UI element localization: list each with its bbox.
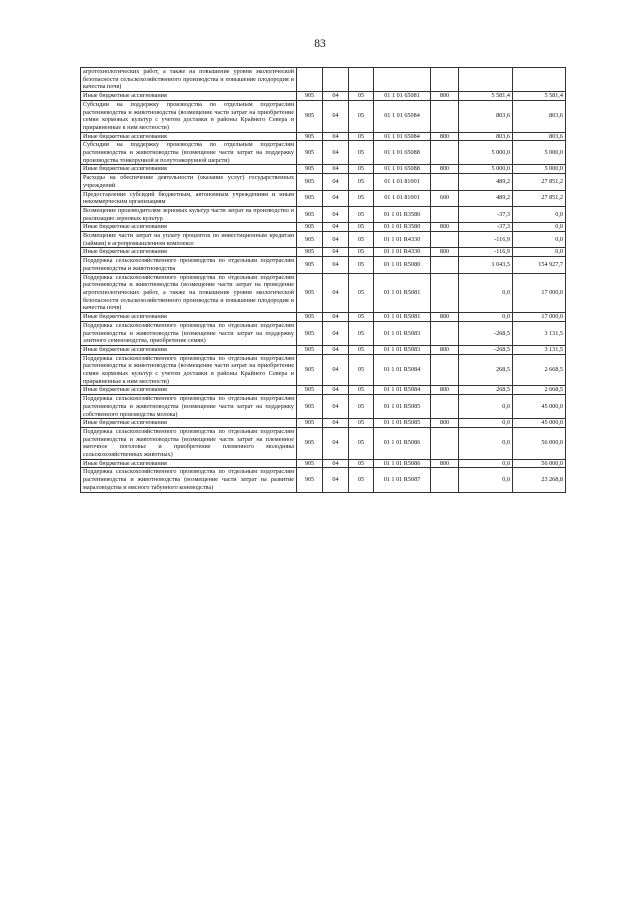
target-article-cell: 01 1 01 81001: [374, 190, 431, 206]
target-article-cell: 01 1 01 65088: [374, 165, 431, 174]
table-row: [81, 232, 566, 248]
amount-change-cell: -268,5: [459, 321, 513, 345]
subsection-code-cell: 05: [349, 354, 374, 386]
page-number: 83: [314, 38, 326, 50]
expense-type-cell: 800: [431, 459, 459, 468]
amount-change-cell: 5 581,4: [459, 92, 513, 101]
grbs-code-cell: 905: [297, 321, 323, 345]
subsection-code-cell: 05: [349, 313, 374, 322]
subsection-code-cell: 05: [349, 468, 374, 492]
section-code-cell: 04: [323, 92, 349, 101]
table-row: [81, 190, 566, 206]
expense-type-cell: 800: [431, 419, 459, 428]
expense-type-cell: [431, 257, 459, 273]
grbs-code-cell: 905: [297, 223, 323, 232]
target-article-cell: 01 1 01 R5084: [374, 386, 431, 395]
grbs-code-cell: 905: [297, 273, 323, 313]
amount-change-cell: -116,9: [459, 232, 513, 248]
amount-total-cell: 23 268,8: [513, 468, 566, 492]
target-article-cell: 01 1 01 R5085: [374, 395, 431, 419]
expense-type-cell: [431, 232, 459, 248]
expense-name-cell: Иные бюджетные ассигнования: [81, 419, 297, 428]
subsection-code-cell: 05: [349, 459, 374, 468]
target-article-cell: 01 1 01 65084: [374, 100, 431, 132]
section-code-cell: 04: [323, 468, 349, 492]
subsection-code-cell: 05: [349, 174, 374, 190]
target-article-cell: 01 1 01 81001: [374, 174, 431, 190]
amount-total-cell: 0,0: [513, 248, 566, 257]
amount-change-cell: 5 000,0: [459, 141, 513, 165]
expense-type-cell: 800: [431, 313, 459, 322]
expense-type-cell: [431, 174, 459, 190]
table-row: [81, 345, 566, 354]
amount-total-cell: 5 000,0: [513, 165, 566, 174]
expense-name-cell: Поддержка сельскохозяйственного производства по отдельным подотраслям растениеводства и животноводства (возмещение части затрат на племенное маточное поголовье и приобретение племенного молодняка сельскохозяйственных животных): [81, 427, 297, 459]
target-article-cell: 01 1 01 R3580: [374, 206, 431, 222]
amount-change-cell: 0,0: [459, 313, 513, 322]
section-code-cell: 04: [323, 165, 349, 174]
table-row: [81, 427, 566, 459]
expense-type-cell: [431, 321, 459, 345]
amount-total-cell: 17 000,0: [513, 273, 566, 313]
expense-name-cell: Возмещение части затрат на уплату процентов по инвестиционным кредитам (займам) в агропромышленном комплексе: [81, 232, 297, 248]
expense-name-cell: Поддержка сельскохозяйственного производства по отдельным подотраслям растениеводства и животноводства (возмещение части затрат на приобретение семян кормовых культур с учетом доставки в районы Крайнего Севера и приравненные к ним местности): [81, 354, 297, 386]
expense-type-cell: [431, 273, 459, 313]
table-row: [81, 257, 566, 273]
expense-name-cell: Иные бюджетные ассигнования: [81, 165, 297, 174]
target-article-cell: 01 1 01 65081: [374, 92, 431, 101]
amount-total-cell: 56 000,0: [513, 427, 566, 459]
table-row: [81, 248, 566, 257]
expense-name-cell: Субсидии на поддержку производства по отдельным подотраслям растениеводства и животноводства (возмещение части затрат на поддержку производства тонкорунной и полутонкорунной шерсти): [81, 141, 297, 165]
expense-name-cell: Поддержка сельскохозяйственного производства по отдельным подотраслям растениеводства и животноводства: [81, 257, 297, 273]
amount-change-cell: -37,3: [459, 206, 513, 222]
expense-name-cell: Поддержка сельскохозяйственного производства по отдельным подотраслям растениеводства и животноводства (возмещение части затрат на развитие мараловодства и мясного табунного коневодства): [81, 468, 297, 492]
subsection-code-cell: 05: [349, 419, 374, 428]
expense-type-cell: 800: [431, 92, 459, 101]
table-row: [81, 395, 566, 419]
amount-total-cell: 27 851,2: [513, 190, 566, 206]
grbs-code-cell: 905: [297, 92, 323, 101]
subsection-code-cell: 05: [349, 206, 374, 222]
amount-total-cell: 3 131,5: [513, 321, 566, 345]
grbs-code-cell: 905: [297, 248, 323, 257]
grbs-code-cell: 905: [297, 174, 323, 190]
amount-change-cell: -116,9: [459, 248, 513, 257]
amount-total-cell: 5 000,0: [513, 141, 566, 165]
amount-total-cell: 3 131,5: [513, 345, 566, 354]
target-article-cell: 01 1 01 R4330: [374, 248, 431, 257]
target-article-cell: 01 1 01 R5086: [374, 459, 431, 468]
amount-total-cell: 5 581,4: [513, 92, 566, 101]
grbs-code-cell: 905: [297, 427, 323, 459]
expense-type-cell: [431, 100, 459, 132]
expense-type-cell: 800: [431, 345, 459, 354]
subsection-code-cell: 05: [349, 273, 374, 313]
target-article-cell: 01 1 01 R5080: [374, 257, 431, 273]
amount-change-cell: 0,0: [459, 419, 513, 428]
grbs-code-cell: 905: [297, 419, 323, 428]
subsection-code-cell: 05: [349, 141, 374, 165]
grbs-code-cell: 905: [297, 257, 323, 273]
target-article-cell: [374, 68, 431, 92]
target-article-cell: 01 1 01 R5084: [374, 354, 431, 386]
target-article-cell: 01 1 01 R3580: [374, 223, 431, 232]
target-article-cell: 01 1 01 R5087: [374, 468, 431, 492]
amount-change-cell: 803,6: [459, 100, 513, 132]
section-code-cell: 04: [323, 313, 349, 322]
section-code-cell: [323, 68, 349, 92]
expense-name-cell: Поддержка сельскохозяйственного производства по отдельным подотраслям растениеводства и животноводства (возмещение части затрат на проведение агротехнологических работ, а также на повышение уровня экологической безопасности сельскохозяйственного производства и повышение плодородия и качества почв): [81, 273, 297, 313]
subsection-code-cell: 05: [349, 232, 374, 248]
target-article-cell: 01 1 01 R5081: [374, 313, 431, 322]
grbs-code-cell: 905: [297, 313, 323, 322]
section-code-cell: 04: [323, 345, 349, 354]
grbs-code-cell: [297, 68, 323, 92]
section-code-cell: 04: [323, 190, 349, 206]
section-code-cell: 04: [323, 132, 349, 141]
table-row: [81, 419, 566, 428]
table-row: [81, 100, 566, 132]
amount-total-cell: 45 000,0: [513, 419, 566, 428]
amount-change-cell: [459, 68, 513, 92]
subsection-code-cell: 05: [349, 132, 374, 141]
section-code-cell: 04: [323, 174, 349, 190]
table-row: [81, 165, 566, 174]
grbs-code-cell: 905: [297, 206, 323, 222]
table-row: [81, 321, 566, 345]
subsection-code-cell: 05: [349, 92, 374, 101]
expense-type-cell: 800: [431, 248, 459, 257]
amount-total-cell: 0,0: [513, 206, 566, 222]
table-row: [81, 223, 566, 232]
amount-change-cell: 489,2: [459, 174, 513, 190]
expense-name-cell: агротехнологических работ, а также на повышение уровня экологической безопасности сельскохозяйственного производства и повышение плодородия и качества почв): [81, 68, 297, 92]
amount-total-cell: 0,0: [513, 232, 566, 248]
amount-total-cell: 154 927,7: [513, 257, 566, 273]
subsection-code-cell: 05: [349, 223, 374, 232]
table-row: [81, 132, 566, 141]
section-code-cell: 04: [323, 321, 349, 345]
table-row: [81, 468, 566, 492]
section-code-cell: 04: [323, 232, 349, 248]
subsection-code-cell: 05: [349, 257, 374, 273]
table-row: [81, 386, 566, 395]
grbs-code-cell: 905: [297, 165, 323, 174]
expense-type-cell: 600: [431, 190, 459, 206]
expense-name-cell: Иные бюджетные ассигнования: [81, 132, 297, 141]
expense-name-cell: Расходы на обеспечение деятельности (оказание услуг) государственных учреждений: [81, 174, 297, 190]
amount-change-cell: 268,5: [459, 354, 513, 386]
grbs-code-cell: 905: [297, 386, 323, 395]
grbs-code-cell: 905: [297, 190, 323, 206]
budget-table: [80, 67, 566, 493]
subsection-code-cell: [349, 68, 374, 92]
expense-name-cell: Иные бюджетные ассигнования: [81, 345, 297, 354]
amount-change-cell: 0,0: [459, 468, 513, 492]
section-code-cell: 04: [323, 223, 349, 232]
expense-type-cell: 800: [431, 386, 459, 395]
subsection-code-cell: 05: [349, 427, 374, 459]
expense-type-cell: [431, 354, 459, 386]
section-code-cell: 04: [323, 273, 349, 313]
amount-total-cell: [513, 68, 566, 92]
expense-name-cell: Субсидии на поддержку производства по отдельным подотраслям растениеводства и животноводства (возмещение части затрат на приобретение семян кормовых культур с учетом доставки в районы Крайнего Севера и приравненные к ним местности): [81, 100, 297, 132]
amount-change-cell: 268,5: [459, 386, 513, 395]
table-row: [81, 141, 566, 165]
expense-name-cell: Иные бюджетные ассигнования: [81, 313, 297, 322]
table-row: [81, 68, 566, 92]
expense-name-cell: Иные бюджетные ассигнования: [81, 459, 297, 468]
expense-type-cell: 800: [431, 223, 459, 232]
target-article-cell: 01 1 01 65084: [374, 132, 431, 141]
expense-type-cell: [431, 141, 459, 165]
grbs-code-cell: 905: [297, 354, 323, 386]
amount-change-cell: 1 043,5: [459, 257, 513, 273]
expense-name-cell: Иные бюджетные ассигнования: [81, 223, 297, 232]
section-code-cell: 04: [323, 419, 349, 428]
amount-change-cell: 0,0: [459, 395, 513, 419]
subsection-code-cell: 05: [349, 165, 374, 174]
grbs-code-cell: 905: [297, 468, 323, 492]
table-row: [81, 459, 566, 468]
amount-total-cell: 56 000,0: [513, 459, 566, 468]
target-article-cell: 01 1 01 R5086: [374, 427, 431, 459]
expense-type-cell: [431, 68, 459, 92]
subsection-code-cell: 05: [349, 190, 374, 206]
expense-name-cell: Иные бюджетные ассигнования: [81, 386, 297, 395]
amount-change-cell: 5 000,0: [459, 165, 513, 174]
expense-type-cell: [431, 395, 459, 419]
table-row: [81, 174, 566, 190]
section-code-cell: 04: [323, 395, 349, 419]
expense-type-cell: 800: [431, 132, 459, 141]
grbs-code-cell: 905: [297, 395, 323, 419]
expense-name-cell: Поддержка сельскохозяйственного производства по отдельным подотраслям растениеводства и животноводства (возмещение части затрат на поддержку элитного семеноводства, приобретение семян): [81, 321, 297, 345]
amount-total-cell: 0,0: [513, 223, 566, 232]
budget-table-body: [81, 68, 566, 493]
amount-change-cell: 0,0: [459, 273, 513, 313]
subsection-code-cell: 05: [349, 395, 374, 419]
target-article-cell: 01 1 01 R5083: [374, 345, 431, 354]
grbs-code-cell: 905: [297, 459, 323, 468]
subsection-code-cell: 05: [349, 386, 374, 395]
section-code-cell: 04: [323, 386, 349, 395]
grbs-code-cell: 905: [297, 345, 323, 354]
subsection-code-cell: 05: [349, 248, 374, 257]
expense-name-cell: Иные бюджетные ассигнования: [81, 92, 297, 101]
amount-total-cell: 2 668,5: [513, 354, 566, 386]
amount-change-cell: -268,5: [459, 345, 513, 354]
target-article-cell: 01 1 01 R5083: [374, 321, 431, 345]
table-row: [81, 206, 566, 222]
section-code-cell: 04: [323, 354, 349, 386]
amount-change-cell: 0,0: [459, 427, 513, 459]
expense-type-cell: [431, 206, 459, 222]
section-code-cell: 04: [323, 100, 349, 132]
expense-type-cell: [431, 427, 459, 459]
amount-total-cell: 803,6: [513, 100, 566, 132]
grbs-code-cell: 905: [297, 132, 323, 141]
expense-type-cell: 800: [431, 165, 459, 174]
expense-name-cell: Возмещение производителям зерновых культур части затрат на производство и реализацию зерновых культур: [81, 206, 297, 222]
amount-change-cell: 0,0: [459, 459, 513, 468]
amount-total-cell: 27 851,2: [513, 174, 566, 190]
amount-change-cell: 489,2: [459, 190, 513, 206]
amount-total-cell: 45 000,0: [513, 395, 566, 419]
target-article-cell: 01 1 01 R5081: [374, 273, 431, 313]
target-article-cell: 01 1 01 R4330: [374, 232, 431, 248]
expense-name-cell: Предоставление субсидий бюджетным, автономным учреждениям и иным некоммерческим организациям: [81, 190, 297, 206]
subsection-code-cell: 05: [349, 345, 374, 354]
section-code-cell: 04: [323, 206, 349, 222]
amount-total-cell: 17 000,0: [513, 313, 566, 322]
section-code-cell: 04: [323, 257, 349, 273]
grbs-code-cell: 905: [297, 141, 323, 165]
table-row: [81, 92, 566, 101]
grbs-code-cell: 905: [297, 100, 323, 132]
table-row: [81, 313, 566, 322]
subsection-code-cell: 05: [349, 100, 374, 132]
amount-total-cell: 2 668,5: [513, 386, 566, 395]
table-row: [81, 273, 566, 313]
target-article-cell: 01 1 01 65088: [374, 141, 431, 165]
subsection-code-cell: 05: [349, 321, 374, 345]
section-code-cell: 04: [323, 427, 349, 459]
section-code-cell: 04: [323, 459, 349, 468]
amount-change-cell: -37,3: [459, 223, 513, 232]
expense-name-cell: Поддержка сельскохозяйственного производства по отдельным подотраслям растениеводства и животноводства (возмещение части затрат на поддержку собственного производства молока): [81, 395, 297, 419]
amount-change-cell: 803,6: [459, 132, 513, 141]
amount-total-cell: 803,6: [513, 132, 566, 141]
table-row: [81, 354, 566, 386]
target-article-cell: 01 1 01 R5085: [374, 419, 431, 428]
grbs-code-cell: 905: [297, 232, 323, 248]
section-code-cell: 04: [323, 248, 349, 257]
expense-name-cell: Иные бюджетные ассигнования: [81, 248, 297, 257]
section-code-cell: 04: [323, 141, 349, 165]
expense-type-cell: [431, 468, 459, 492]
